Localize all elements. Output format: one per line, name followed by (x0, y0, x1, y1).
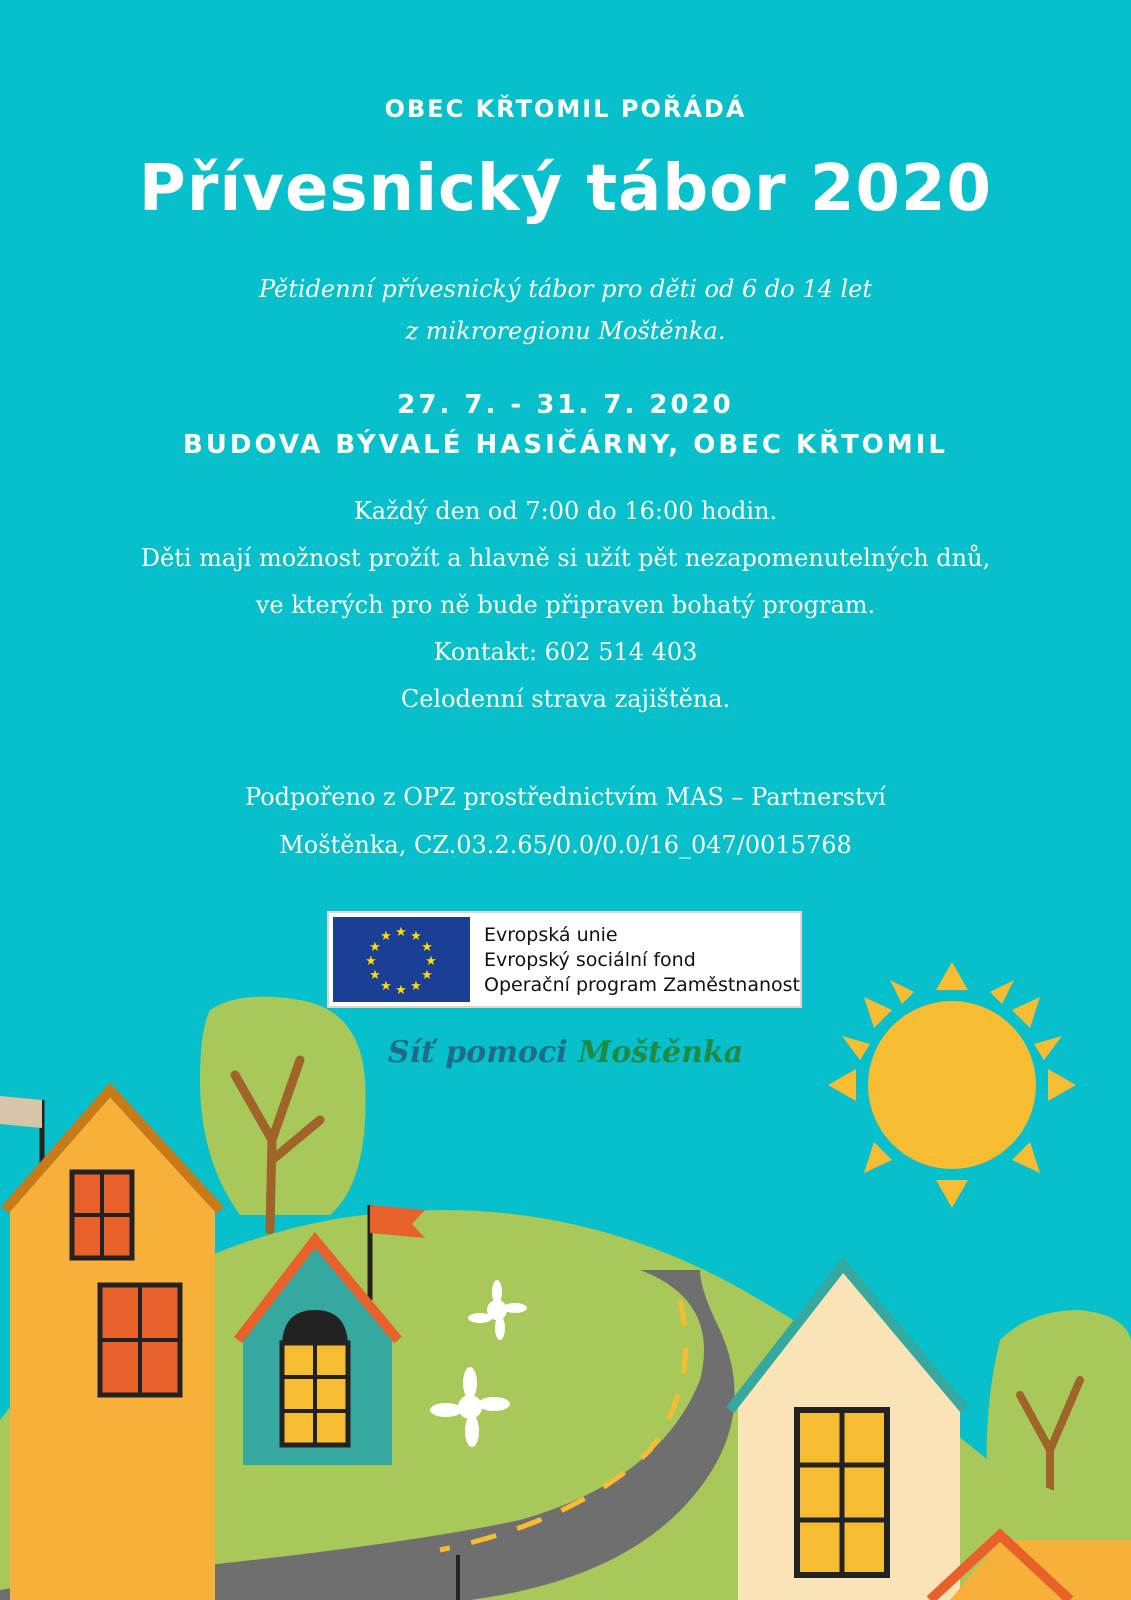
hill-shape (0, 1210, 1131, 1600)
eu-text (470, 913, 800, 1006)
organizer-line: OBEC KŘTOMIL POŘÁDÁ (384, 95, 747, 123)
svg-text:★: ★ (369, 967, 382, 983)
eu-line-1: Evropská unie (483, 924, 618, 946)
house-left-icon (0, 1090, 220, 1600)
detail-description-2: ve kterých pro ně bude připraven bohatý program. (255, 591, 876, 619)
svg-text:★: ★ (410, 928, 423, 944)
event-dates: 27. 7. - 31. 7. 2020 (397, 390, 734, 420)
svg-text:★: ★ (380, 928, 393, 944)
eu-line-2: Evropský sociální fond (483, 949, 696, 971)
detail-meals: Celodenní strava zajištěna. (400, 685, 731, 713)
eu-stars-icon (341, 920, 461, 1000)
eu-line-3: Operační program Zaměstnanost (483, 974, 800, 996)
svg-text:★: ★ (395, 982, 408, 998)
detail-hours: Každý den od 7:00 do 16:00 hodin. (353, 497, 778, 525)
svg-text:★: ★ (380, 978, 393, 994)
flower-icon (430, 1280, 527, 1447)
subtitle-line-1: Pětidenní přívesnický tábor pro děti od 6 do 14 let (258, 275, 873, 303)
details-block (0, 488, 1131, 723)
svg-text:★: ★ (369, 939, 382, 955)
subtitle-line-2: z mikroregionu Moštěnka. (405, 317, 726, 345)
house-small-icon (238, 1205, 425, 1465)
tree-icon (200, 997, 366, 1230)
road-shape (0, 1270, 735, 1600)
page-title: Přívesnický tábor 2020 (138, 152, 993, 226)
support-block (0, 773, 1131, 869)
roof-corner-icon (930, 1535, 1131, 1600)
svg-text:★: ★ (425, 953, 438, 969)
partner-logo (0, 1035, 1131, 1070)
partner-logo-part-2: Moštěnka (578, 1035, 744, 1070)
svg-text:★: ★ (421, 939, 434, 955)
event-info (0, 385, 1131, 465)
event-venue: BUDOVA BÝVALÉ HASIČÁRNY, OBEC KŘTOMIL (182, 430, 948, 460)
subtitle (0, 268, 1131, 352)
support-line-2: Moštěnka, CZ.03.2.65/0.0/0.0/16_047/0015768 (279, 831, 852, 859)
svg-text:★: ★ (410, 978, 423, 994)
detail-contact: Kontakt: 602 514 403 (433, 638, 698, 666)
eu-flag-icon (333, 917, 470, 1002)
svg-text:★: ★ (365, 953, 378, 969)
partner-logo-part-1: Síť pomoci (387, 1035, 568, 1070)
sun-icon (828, 962, 1076, 1208)
tree-right-icon (987, 1310, 1131, 1560)
eu-funding-banner (327, 911, 802, 1008)
svg-text:★: ★ (421, 967, 434, 983)
detail-description-1: Děti mají možnost prožít a hlavně si užít pět nezapomenutelných dnů, (140, 544, 991, 572)
svg-text:★: ★ (395, 924, 408, 940)
support-line-1: Podpořeno z OPZ prostřednictvím MAS – Partnerství (245, 783, 886, 811)
house-right-icon (730, 1265, 965, 1600)
